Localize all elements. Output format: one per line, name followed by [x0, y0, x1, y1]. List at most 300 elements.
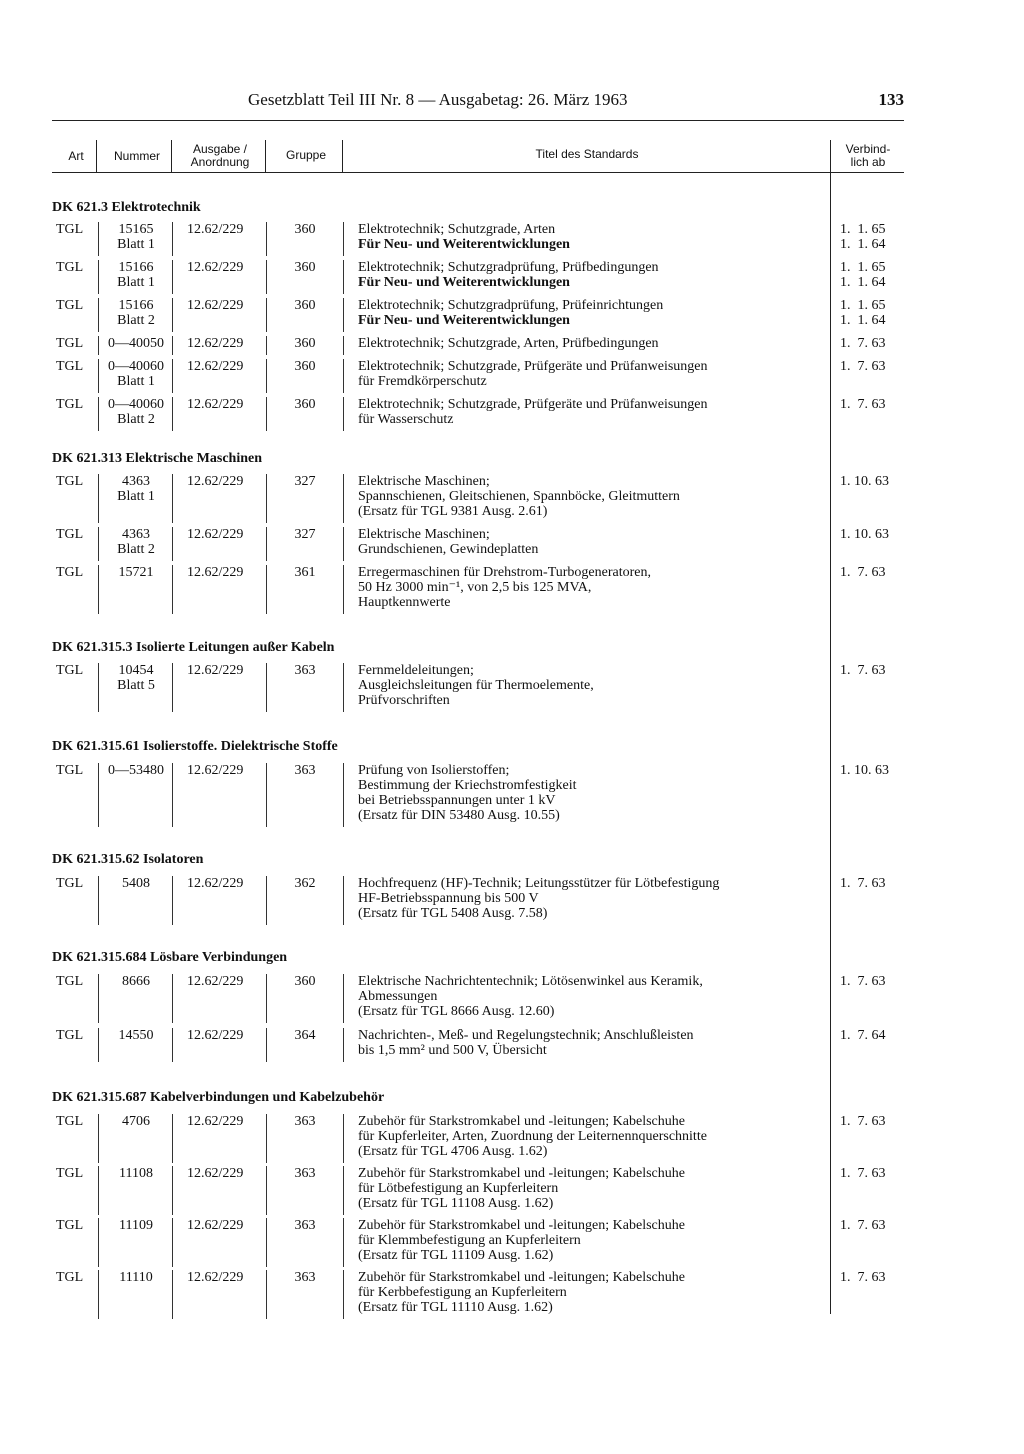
row-divider — [266, 763, 267, 827]
verbindlich-cell — [840, 1028, 886, 1043]
title-line: für Lötbefestigung an Kupferleitern — [358, 1181, 559, 1196]
verbindlich-cell — [840, 1114, 886, 1129]
title-line: für Kupferleiter, Arten, Zuordnung der Leiternennquerschnitte — [358, 1129, 707, 1144]
row-divider — [343, 260, 344, 294]
title-line: Elektrotechnik; Schutzgradprüfung, Prüfeinrichtungen — [358, 298, 664, 313]
title-cell — [358, 474, 828, 519]
row-divider — [343, 974, 344, 1023]
title-line: Elektrotechnik; Schutzgrade, Arten, Prüfbedingungen — [358, 336, 659, 351]
col-header-art: Art — [68, 149, 84, 163]
nummer-line: 4706 — [122, 1114, 150, 1129]
row-divider — [343, 1028, 344, 1062]
art-cell: TGL — [56, 298, 84, 313]
row-divider — [172, 663, 173, 712]
verbindlich-cell — [840, 474, 889, 489]
date-line: 1. 1. 64 — [840, 275, 886, 290]
gruppe-cell: 360 — [294, 974, 316, 989]
title-line: Zubehör für Starkstromkabel und -leitungen; Kabelschuhe — [358, 1218, 685, 1233]
date-line: 1. 10. 63 — [840, 763, 889, 778]
ausgabe-cell: 12.62/229 — [187, 1028, 244, 1043]
table-row — [0, 359, 1024, 393]
date-line: 1. 7. 64 — [840, 1028, 886, 1043]
table-row — [0, 1270, 1024, 1319]
row-divider — [343, 527, 344, 561]
nummer-line: 10454 — [118, 663, 154, 678]
gruppe-cell: 361 — [294, 565, 316, 580]
row-divider — [98, 1270, 99, 1319]
row-divider — [172, 1218, 173, 1267]
art-cell: TGL — [56, 565, 84, 580]
title-line: Prüfung von Isolierstoffen; — [358, 763, 510, 778]
title-line: Fernmeldeleitungen; — [358, 663, 474, 678]
nummer-cell — [100, 222, 172, 252]
nummer-cell — [100, 974, 172, 989]
title-line: Erregermaschinen für Drehstrom-Turbogeneratoren, — [358, 565, 651, 580]
column-header-rule — [52, 172, 904, 173]
title-cell — [358, 663, 828, 708]
verbindlich-cell — [840, 876, 886, 891]
title-line: (Ersatz für TGL 5408 Ausg. 7.58) — [358, 906, 548, 921]
nummer-cell — [100, 474, 172, 504]
row-divider — [98, 1114, 99, 1163]
table-row — [0, 1114, 1024, 1163]
col-divider — [265, 140, 266, 172]
row-divider — [343, 336, 344, 355]
table-row — [0, 474, 1024, 523]
ausgabe-cell: 12.62/229 — [187, 260, 244, 275]
date-line: 1. 10. 63 — [840, 474, 889, 489]
art-cell: TGL — [56, 763, 84, 778]
verbindlich-cell — [840, 359, 886, 374]
section-heading: DK 621.3 Elektrotechnik — [52, 200, 201, 215]
art-cell: TGL — [56, 1166, 84, 1181]
art-cell: TGL — [56, 474, 84, 489]
title-cell — [358, 974, 828, 1019]
nummer-cell — [100, 1218, 172, 1233]
row-divider — [172, 222, 173, 256]
section-heading: DK 621.313 Elektrische Maschinen — [52, 451, 262, 466]
nummer-line: 5408 — [122, 876, 150, 891]
title-line: bei Betriebsspannungen unter 1 kV — [358, 793, 556, 808]
ausgabe-cell: 12.62/229 — [187, 298, 244, 313]
col-header-gruppe: Gruppe — [285, 148, 327, 162]
row-divider — [172, 359, 173, 393]
gruppe-cell: 360 — [294, 359, 316, 374]
col-header-titel: Titel des Standards — [535, 147, 639, 161]
nummer-cell — [100, 1114, 172, 1129]
date-line: 1. 7. 63 — [840, 663, 886, 678]
row-divider — [98, 336, 99, 355]
verbindlich-cell — [840, 298, 886, 328]
verbindlich-cell — [840, 663, 886, 678]
title-cell — [358, 527, 828, 557]
ausgabe-cell: 12.62/229 — [187, 222, 244, 237]
row-divider — [172, 974, 173, 1023]
row-divider — [98, 1028, 99, 1062]
nummer-line: Blatt 1 — [117, 374, 155, 389]
title-line: Elektrische Nachrichtentechnik; Lötösenwinkel aus Keramik, — [358, 974, 703, 989]
art-cell: TGL — [56, 1028, 84, 1043]
nummer-cell — [100, 1270, 172, 1285]
gruppe-cell: 363 — [294, 1270, 316, 1285]
nummer-cell — [100, 876, 172, 891]
verbindlich-cell — [840, 527, 889, 542]
ausgabe-cell: 12.62/229 — [187, 876, 244, 891]
table-row — [0, 527, 1024, 561]
row-divider — [266, 474, 267, 523]
row-divider — [266, 876, 267, 925]
date-line: 1. 7. 63 — [840, 1166, 886, 1181]
row-divider — [343, 565, 344, 614]
row-divider — [172, 474, 173, 523]
nummer-line: 11108 — [119, 1166, 153, 1181]
row-divider — [266, 1028, 267, 1062]
row-divider — [266, 1270, 267, 1319]
row-divider — [172, 1114, 173, 1163]
verbindlich-cell — [840, 974, 886, 989]
row-divider — [98, 1218, 99, 1267]
nummer-line: Blatt 2 — [117, 412, 155, 427]
nummer-line: 11109 — [119, 1218, 153, 1233]
title-cell — [358, 1218, 828, 1263]
gruppe-cell: 363 — [294, 663, 316, 678]
art-cell: TGL — [56, 336, 84, 351]
verbindlich-cell — [840, 336, 886, 351]
ausgabe-cell: 12.62/229 — [187, 565, 244, 580]
nummer-cell — [100, 565, 172, 580]
row-divider — [343, 663, 344, 712]
date-line: 1. 1. 65 — [840, 260, 886, 275]
gruppe-cell: 363 — [294, 1114, 316, 1129]
row-divider — [266, 260, 267, 294]
verbindlich-cell — [840, 763, 889, 778]
title-line: Ausgleichsleitungen für Thermoelemente, — [358, 678, 594, 693]
title-line: Nachrichten-, Meß- und Regelungstechnik; Anschlußleisten — [358, 1028, 694, 1043]
title-cell — [358, 336, 828, 351]
row-divider — [172, 1166, 173, 1215]
title-line: Für Neu- und Weiterentwicklungen — [358, 313, 570, 328]
row-divider — [98, 474, 99, 523]
table-row — [0, 1166, 1024, 1215]
row-divider — [343, 876, 344, 925]
date-line: 1. 1. 64 — [840, 237, 886, 252]
table-row — [0, 763, 1024, 827]
gruppe-cell: 327 — [294, 474, 316, 489]
title-line: Elektrotechnik; Schutzgrade, Prüfgeräte und Prüfanweisungen — [358, 397, 708, 412]
col-header-verbindlich — [834, 143, 902, 169]
row-divider — [172, 763, 173, 827]
date-line: 1. 1. 65 — [840, 222, 886, 237]
col-divider — [171, 140, 172, 172]
title-line: Prüfvorschriften — [358, 693, 450, 708]
title-cell — [358, 359, 828, 389]
table-row — [0, 336, 1024, 355]
row-divider — [98, 663, 99, 712]
verbindlich-cell — [840, 1218, 886, 1233]
title-line: (Ersatz für TGL 11108 Ausg. 1.62) — [358, 1196, 554, 1211]
nummer-line: Blatt 1 — [117, 275, 155, 290]
nummer-line: 15165 — [118, 222, 154, 237]
art-cell: TGL — [56, 397, 84, 412]
row-divider — [343, 298, 344, 332]
title-line: (Ersatz für TGL 4706 Ausg. 1.62) — [358, 1144, 548, 1159]
title-line: Bestimmung der Kriechstromfestigkeit — [358, 778, 577, 793]
art-cell: TGL — [56, 663, 84, 678]
col-header-verbindlich-line2: lich ab — [850, 155, 886, 169]
gruppe-cell: 360 — [294, 298, 316, 313]
row-divider — [343, 1218, 344, 1267]
title-line: Elektrotechnik; Schutzgrade, Prüfgeräte und Prüfanweisungen — [358, 359, 708, 374]
date-line: 1. 1. 64 — [840, 313, 886, 328]
ausgabe-cell: 12.62/229 — [187, 974, 244, 989]
verbindlich-cell — [840, 397, 886, 412]
row-divider — [343, 359, 344, 393]
title-cell — [358, 397, 828, 427]
table-row — [0, 1218, 1024, 1267]
section-heading: DK 621.315.61 Isolierstoffe. Dielektrische Stoffe — [52, 739, 338, 754]
table-row — [0, 222, 1024, 256]
page-header — [52, 90, 904, 112]
art-cell: TGL — [56, 527, 84, 542]
gruppe-cell: 363 — [294, 1166, 316, 1181]
row-divider — [172, 876, 173, 925]
title-cell — [358, 1166, 828, 1211]
title-cell — [358, 565, 828, 610]
row-divider — [98, 397, 99, 431]
row-divider — [343, 1166, 344, 1215]
row-divider — [343, 763, 344, 827]
date-line: 1. 7. 63 — [840, 565, 886, 580]
row-divider — [98, 298, 99, 332]
title-cell — [358, 1270, 828, 1315]
page-number: 133 — [878, 90, 904, 109]
col-header-ausgabe-line1: Ausgabe / — [192, 142, 248, 156]
row-divider — [172, 397, 173, 431]
title-line: (Ersatz für TGL 8666 Ausg. 12.60) — [358, 1004, 555, 1019]
nummer-cell — [100, 1166, 172, 1181]
nummer-line: 14550 — [118, 1028, 154, 1043]
row-divider — [172, 1028, 173, 1062]
row-divider — [98, 974, 99, 1023]
row-divider — [98, 222, 99, 256]
title-cell — [358, 298, 828, 328]
nummer-cell — [100, 1028, 172, 1043]
col-divider — [96, 140, 97, 172]
date-line: 1. 7. 63 — [840, 876, 886, 891]
art-cell: TGL — [56, 1218, 84, 1233]
nummer-line: 4363 — [122, 474, 150, 489]
nummer-line: 11110 — [119, 1270, 153, 1285]
row-divider — [266, 565, 267, 614]
title-line: Zubehör für Starkstromkabel und -leitungen; Kabelschuhe — [358, 1114, 685, 1129]
verbindlich-cell — [840, 1166, 886, 1181]
row-divider — [98, 1166, 99, 1215]
nummer-line: Blatt 2 — [117, 542, 155, 557]
nummer-line: 0—40060 — [108, 359, 164, 374]
art-cell: TGL — [56, 876, 84, 891]
gruppe-cell: 360 — [294, 397, 316, 412]
row-divider — [98, 565, 99, 614]
table-row — [0, 260, 1024, 294]
title-cell — [358, 1028, 828, 1058]
nummer-line: 8666 — [122, 974, 150, 989]
section-heading: DK 621.315.687 Kabelverbindungen und Kabelzubehör — [52, 1090, 385, 1105]
row-divider — [98, 876, 99, 925]
nummer-line: 0—40060 — [108, 397, 164, 412]
ausgabe-cell: 12.62/229 — [187, 1270, 244, 1285]
ausgabe-cell: 12.62/229 — [187, 1218, 244, 1233]
row-divider — [266, 397, 267, 431]
col-divider — [342, 140, 343, 172]
date-line: 1. 7. 63 — [840, 1114, 886, 1129]
nummer-cell — [100, 663, 172, 693]
title-line: Hauptkennwerte — [358, 595, 451, 610]
section-heading: DK 621.315.62 Isolatoren — [52, 852, 204, 867]
title-cell — [358, 260, 828, 290]
nummer-line: 15166 — [118, 260, 154, 275]
nummer-line: 15721 — [118, 565, 154, 580]
title-line: (Ersatz für DIN 53480 Ausg. 10.55) — [358, 808, 560, 823]
table-row — [0, 565, 1024, 614]
title-line: Elektrotechnik; Schutzgradprüfung, Prüfbedingungen — [358, 260, 659, 275]
art-cell: TGL — [56, 359, 84, 374]
ausgabe-cell: 12.62/229 — [187, 336, 244, 351]
gruppe-cell: 364 — [294, 1028, 316, 1043]
nummer-line: 0—40050 — [108, 336, 164, 351]
row-divider — [266, 1218, 267, 1267]
art-cell: TGL — [56, 260, 84, 275]
ausgabe-cell: 12.62/229 — [187, 397, 244, 412]
row-divider — [343, 1270, 344, 1319]
title-line: für Kerbbefestigung an Kupferleitern — [358, 1285, 567, 1300]
date-line: 1. 1. 65 — [840, 298, 886, 313]
col-header-ausgabe — [176, 143, 264, 169]
gruppe-cell: 363 — [294, 1218, 316, 1233]
table-row — [0, 397, 1024, 431]
col-header-ausgabe-line2: Anordnung — [190, 155, 250, 169]
title-line: Für Neu- und Weiterentwicklungen — [358, 275, 570, 290]
nummer-line: 15166 — [118, 298, 154, 313]
date-line: 1. 7. 63 — [840, 1270, 886, 1285]
table-row — [0, 876, 1024, 925]
nummer-cell — [100, 336, 172, 351]
art-cell: TGL — [56, 1270, 84, 1285]
ausgabe-cell: 12.62/229 — [187, 474, 244, 489]
table-row — [0, 1028, 1024, 1062]
row-divider — [172, 527, 173, 561]
art-cell: TGL — [56, 1114, 84, 1129]
gruppe-cell: 360 — [294, 222, 316, 237]
verbindlich-cell — [840, 565, 886, 580]
date-line: 1. 7. 63 — [840, 1218, 886, 1233]
title-line: Hochfrequenz (HF)-Technik; Leitungsstützer für Lötbefestigung — [358, 876, 720, 891]
row-divider — [98, 260, 99, 294]
section-heading: DK 621.315.684 Lösbare Verbindungen — [52, 950, 288, 965]
verbindlich-cell — [840, 260, 886, 290]
nummer-cell — [100, 298, 172, 328]
nummer-cell — [100, 397, 172, 427]
title-line: bis 1,5 mm² und 500 V, Übersicht — [358, 1043, 547, 1058]
nummer-line: Blatt 5 — [117, 678, 155, 693]
art-cell: TGL — [56, 222, 84, 237]
date-line: 1. 7. 63 — [840, 336, 886, 351]
row-divider — [266, 359, 267, 393]
title-line: Für Neu- und Weiterentwicklungen — [358, 237, 570, 252]
title-line: (Ersatz für TGL 11110 Ausg. 1.62) — [358, 1300, 553, 1315]
gruppe-cell: 362 — [294, 876, 316, 891]
nummer-line: Blatt 1 — [117, 237, 155, 252]
row-divider — [266, 336, 267, 355]
title-line: Elektrische Maschinen; — [358, 527, 490, 542]
nummer-cell — [100, 527, 172, 557]
title-line: HF-Betriebsspannung bis 500 V — [358, 891, 539, 906]
verbindlich-cell — [840, 222, 886, 252]
art-cell: TGL — [56, 974, 84, 989]
ausgabe-cell: 12.62/229 — [187, 663, 244, 678]
title-line: Zubehör für Starkstromkabel und -leitungen; Kabelschuhe — [358, 1166, 685, 1181]
title-line: Elektrotechnik; Schutzgrade, Arten — [358, 222, 556, 237]
gruppe-cell: 360 — [294, 260, 316, 275]
verbindlich-cell — [840, 1270, 886, 1285]
nummer-line: 4363 — [122, 527, 150, 542]
nummer-cell — [100, 763, 172, 778]
date-line: 1. 7. 63 — [840, 974, 886, 989]
row-divider — [172, 260, 173, 294]
nummer-line: Blatt 2 — [117, 313, 155, 328]
table-row — [0, 974, 1024, 1023]
ausgabe-cell: 12.62/229 — [187, 763, 244, 778]
date-line: 1. 10. 63 — [840, 527, 889, 542]
row-divider — [172, 565, 173, 614]
title-line: für Fremdkörperschutz — [358, 374, 487, 389]
ausgabe-cell: 12.62/229 — [187, 527, 244, 542]
title-line: (Ersatz für TGL 9381 Ausg. 2.61) — [358, 504, 548, 519]
row-divider — [266, 222, 267, 256]
row-divider — [343, 474, 344, 523]
nummer-cell — [100, 359, 172, 389]
row-divider — [266, 663, 267, 712]
title-line: Zubehör für Starkstromkabel und -leitungen; Kabelschuhe — [358, 1270, 685, 1285]
title-line: für Wasserschutz — [358, 412, 454, 427]
row-divider — [266, 527, 267, 561]
gruppe-cell: 360 — [294, 336, 316, 351]
row-divider — [172, 336, 173, 355]
row-divider — [98, 527, 99, 561]
row-divider — [98, 359, 99, 393]
ausgabe-cell: 12.62/229 — [187, 1166, 244, 1181]
title-line: Abmessungen — [358, 989, 438, 1004]
row-divider — [98, 763, 99, 827]
title-cell — [358, 876, 828, 921]
nummer-line: 0—53480 — [108, 763, 164, 778]
col-header-verbindlich-line1: Verbind- — [845, 142, 891, 156]
title-line: Grundschienen, Gewindeplatten — [358, 542, 539, 557]
header-rule — [52, 120, 904, 121]
section-heading: DK 621.315.3 Isolierte Leitungen außer Kabeln — [52, 640, 335, 655]
row-divider — [266, 974, 267, 1023]
col-header-nummer: Nummer — [113, 149, 160, 163]
date-line: 1. 7. 63 — [840, 397, 886, 412]
title-cell — [358, 1114, 828, 1159]
title-line: Elektrische Maschinen; — [358, 474, 490, 489]
title-line: 50 Hz 3000 min⁻¹, von 2,5 bis 125 MVA, — [358, 580, 592, 595]
row-divider — [266, 1166, 267, 1215]
page-title: Gesetzblatt Teil III Nr. 8 — Ausgabetag: 26. März 1963 — [248, 90, 628, 109]
date-line: 1. 7. 63 — [840, 359, 886, 374]
table-row — [0, 663, 1024, 712]
nummer-line: Blatt 1 — [117, 489, 155, 504]
gruppe-cell: 363 — [294, 763, 316, 778]
